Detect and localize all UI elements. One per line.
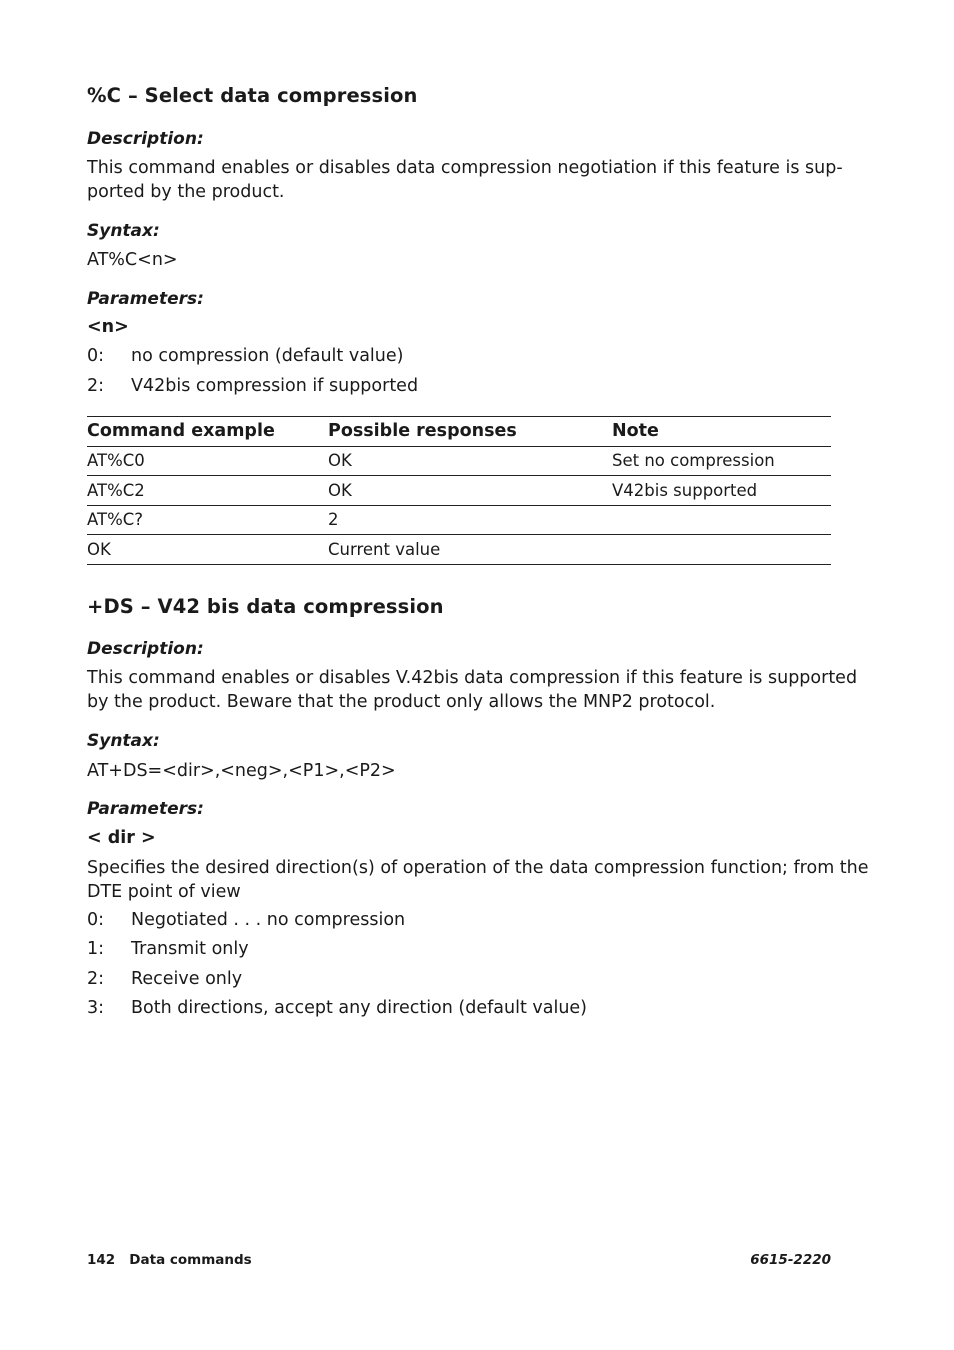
footer-section: Data commands [129, 1252, 252, 1268]
option-item [87, 910, 405, 930]
table-cell: AT%C? [87, 505, 328, 535]
command-table [87, 416, 831, 565]
document-number: 6615-2220 [750, 1252, 831, 1268]
option-text: Negotiated . . . no compression [131, 910, 406, 930]
table-cell: OK [87, 535, 328, 565]
table-cell: Set no compression [612, 446, 831, 476]
table-header: Note [612, 417, 831, 447]
table-cell [612, 505, 831, 535]
table-cell: V42bis supported [612, 476, 831, 506]
description-text: This command enables or disables V.42bis data compression if this feature is supported [87, 668, 858, 688]
syntax-text: AT%C<n> [87, 250, 178, 270]
option-item [87, 969, 242, 989]
option-number: 2: [87, 376, 105, 396]
parameter-name: <n> [87, 317, 129, 337]
option-number: 3: [87, 998, 105, 1018]
parameters-label: Parameters: [87, 289, 204, 309]
table-row [87, 535, 831, 565]
option-text: Transmit only [131, 939, 249, 959]
table-row [87, 446, 831, 476]
syntax-label: Syntax: [87, 221, 160, 241]
option-text: Receive only [131, 969, 243, 989]
table-cell [612, 535, 831, 565]
option-text: Both directions, accept any direction (default value) [131, 998, 588, 1018]
option-number: 1: [87, 939, 105, 959]
option-number: 2: [87, 969, 105, 989]
page-number: 142 [87, 1252, 116, 1268]
option-item [87, 376, 418, 396]
syntax-text: AT+DS=<dir>,<neg>,<P1>,<P2> [87, 761, 396, 781]
table-cell: AT%C0 [87, 446, 328, 476]
parameter-description: Specifies the desired direction(s) of operation of the data compression function; from the [87, 858, 869, 878]
table-row [87, 476, 831, 506]
description-text: ported by the product. [87, 182, 285, 202]
description-text: by the product. Beware that the product only allows the MNP2 protocol. [87, 692, 716, 712]
option-item [87, 998, 587, 1018]
syntax-label: Syntax: [87, 731, 160, 751]
page-footer-left [87, 1252, 252, 1268]
option-number: 0: [87, 346, 105, 366]
description-label: Description: [87, 129, 204, 149]
option-item [87, 939, 249, 959]
option-text: V42bis compression if supported [131, 376, 419, 396]
table-row [87, 505, 831, 535]
table-cell: OK [328, 476, 612, 506]
table-cell: 2 [328, 505, 612, 535]
table-cell: Current value [328, 535, 612, 565]
description-text: This command enables or disables data compression negotiation if this feature is sup- [87, 158, 843, 178]
table-cell: OK [328, 446, 612, 476]
description-label: Description: [87, 639, 204, 659]
option-item [87, 346, 403, 366]
option-text: no compression (default value) [131, 346, 404, 366]
parameter-name: < dir > [87, 828, 156, 848]
table-header-row [87, 417, 831, 447]
table-cell: AT%C2 [87, 476, 328, 506]
section-title: +DS – V42 bis data compression [87, 595, 444, 618]
section-title: %C – Select data compression [87, 84, 418, 107]
option-number: 0: [87, 910, 105, 930]
table-header: Possible responses [328, 417, 612, 447]
parameter-description: DTE point of view [87, 882, 241, 902]
parameters-label: Parameters: [87, 799, 204, 819]
table-header: Command example [87, 417, 328, 447]
